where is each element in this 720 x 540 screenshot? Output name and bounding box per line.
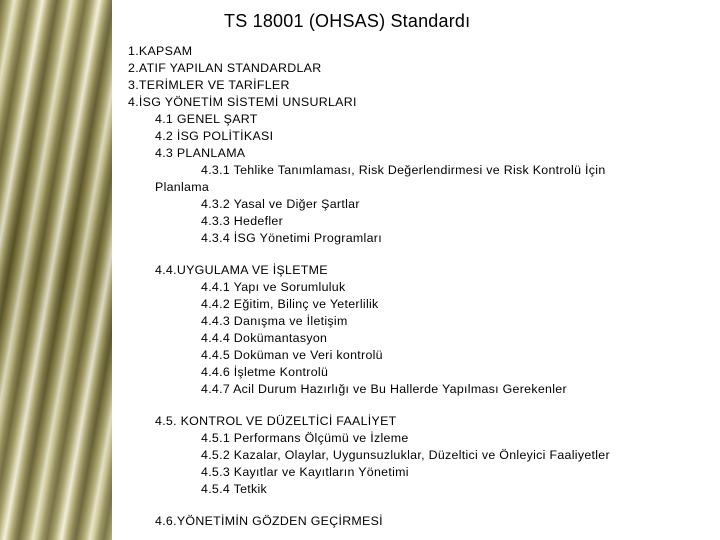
item-4-3-1: 4.3.1 Tehlike Tanımlaması, Risk Değerlendirmesi ve Risk Kontrolü İçin bbox=[201, 163, 606, 177]
item-4-4-4: 4.4.4 Dokümantasyon bbox=[201, 331, 328, 345]
item-4-3-2: 4.3.2 Yasal ve Diğer Şartlar bbox=[201, 197, 360, 211]
standard-outline bbox=[128, 43, 698, 530]
subsection-4-2: 4.2 İSG POLİTİKASI bbox=[155, 129, 274, 143]
slide-title: TS 18001 (OHSAS) Standardı bbox=[224, 11, 471, 31]
section-atif-yapilan-standardlar: 2.ATIF YAPILAN STANDARDLAR bbox=[128, 61, 322, 75]
item-4-4-7: 4.4.7 Acil Durum Hazırlığı ve Bu Hallerde Yapılması Gerekenler bbox=[201, 382, 567, 396]
item-4-4-6: 4.4.6 İşletme Kontrolü bbox=[201, 365, 329, 379]
item-4-5-4: 4.5.4 Tetkik bbox=[201, 482, 268, 496]
spacer bbox=[128, 247, 698, 262]
subsection-4-5: 4.5. KONTROL VE DÜZELTİCİ FAALİYET bbox=[155, 414, 397, 428]
item-4-3-4: 4.3.4 İSG Yönetimi Programları bbox=[201, 231, 382, 245]
spacer bbox=[128, 498, 698, 513]
section-kapsam: 1.KAPSAM bbox=[128, 44, 193, 58]
item-4-5-3: 4.5.3 Kayıtlar ve Kayıtların Yönetimi bbox=[201, 465, 409, 479]
item-4-4-1: 4.4.1 Yapı ve Sorumluluk bbox=[201, 280, 346, 294]
item-4-3-3: 4.3.3 Hedefler bbox=[201, 214, 284, 228]
subsection-4-6: 4.6.YÖNETİMİN GÖZDEN GEÇİRMESİ bbox=[155, 514, 383, 528]
subsection-4-1: 4.1 GENEL ŞART bbox=[155, 112, 258, 126]
item-4-5-1: 4.5.1 Performans Ölçümü ve İzleme bbox=[201, 431, 409, 445]
item-4-4-3: 4.4.3 Danışma ve İletişim bbox=[201, 314, 348, 328]
item-4-3-1-continued: Planlama bbox=[155, 180, 210, 194]
item-4-4-5: 4.4.5 Doküman ve Veri kontrolü bbox=[201, 348, 383, 362]
section-isg-yonetim-sistemi: 4.İSG YÖNETİM SİSTEMİ UNSURLARI bbox=[128, 95, 357, 109]
decorative-border bbox=[0, 0, 112, 540]
item-4-4-2: 4.4.2 Eğitim, Bilinç ve Yeterlilik bbox=[201, 297, 379, 311]
item-4-5-2: 4.5.2 Kazalar, Olaylar, Uygunsuzluklar, Düzeltici ve Önleyici Faaliyetler bbox=[201, 448, 610, 462]
section-terimler-ve-tarifler: 3.TERİMLER VE TARİFLER bbox=[128, 78, 290, 92]
spacer bbox=[128, 398, 698, 413]
subsection-4-3: 4.3 PLANLAMA bbox=[155, 146, 246, 160]
subsection-4-4: 4.4.UYGULAMA VE İŞLETME bbox=[155, 263, 328, 277]
